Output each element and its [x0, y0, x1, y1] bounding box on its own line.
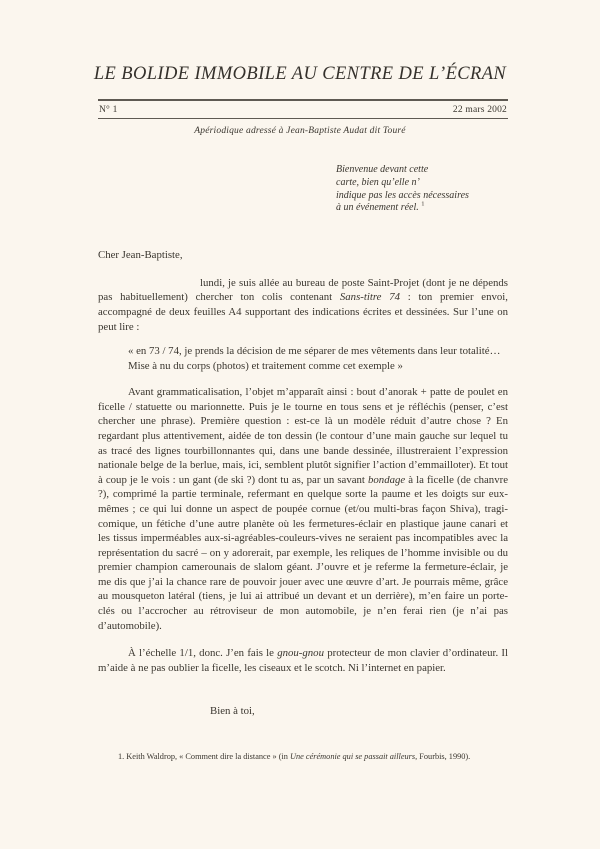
page-title: LE BOLIDE IMMOBILE AU CENTRE DE L’ÉCRAN: [93, 64, 507, 84]
quote-line: Mise à nu du corps (photos) et traitement comme cet exemple »: [128, 360, 403, 373]
masthead-rule-bottom: [98, 118, 508, 119]
masthead-row: [98, 101, 508, 118]
epigraph-line: à un événement réel. $^1$: [336, 201, 425, 214]
closing-salutation: Bien à toi,: [210, 705, 255, 718]
footnote-reference: 1: [421, 201, 425, 209]
salutation: Cher Jean-Baptiste,: [98, 249, 183, 262]
epigraph-line: carte, bien qu’elle n’: [336, 176, 420, 188]
footnote: 1. Keith Waldrop, « Comment dire la distance » (in Une cérémonie qui se passait ailleurs, Fourbis, 1990).: [118, 752, 471, 761]
paragraph-3: À l’échelle 1/1, donc. J’en fais le gnou-gnou protecteur de mon clavier d’ordinateur. Il m’aide à ne pas oublier la ficelle, les ciseaux et le scotch. Ni l’internet en papier.: [98, 647, 508, 674]
issue-date: 22 mars 2002: [452, 105, 507, 115]
quote-line: « en 73 / 74, je prends la décision de me séparer de mes vêtements dans leur totalité…: [128, 345, 501, 358]
masthead-rules: [98, 99, 508, 119]
paragraph-1: lundi, je suis allée au bureau de poste Saint-Projet (dont je ne dépends pas habituellement) chercher ton colis contenant Sans-titre 74 : ton premier envoi, accompagné de deux feuilles A4 supportant des indications écrites et dessinées. Sur l’une on peut lire :: [98, 276, 508, 333]
quote-block: [128, 344, 508, 374]
epigraph-line: Bienvenue devant cette: [336, 164, 429, 175]
epigraph-line: indique pas les accès nécessaires: [336, 189, 469, 201]
paragraph-2: Avant grammaticalisation, l’objet m’apparaît ainsi : bout d’anorak + patte de poulet en ficelle / statuette ou marionnette. Puis je le tourne en tous sens et je réfléchis (penser, c’est chercher une phrase). Première question : est-ce là un modèle réduit d’autre chose ? En regardant plus attentivement, aidée de ton dessin (le contour d’une main gauche sur lequel tu as tracé des lignes tourbillonnantes qui, dans une bande dessinée, illustreraient l’expression nationale belge de la berlue, mais, ici, semblent plutôt signifier l’action d’emmailloter). Et tout à coup je le vois : un gant (de ski ?) dont tu as, par un savant bondage à la ficelle (de chanvre ?), comprimé la partie terminale, refermant en quelque sorte la paume et les doigts sur eux-mêmes ; ce qui lui donne un aspect de poupée cornue (et/ou multi-bras façon Shiva), tragi-comique, un fétiche d’une autre planète où les fermetures-éclair en plastique jaune canari et les tissus imperméables aux-si-agréables-couleurs-vives ne seraient pas incompatibles avec la représentation du sacré – on y adorerait, par exemple, les reliques de l’homme invisible ou du premier champion camerounais de slalom géant. J’ouvre et je referme la fermeture-éclair, je me dis que j’ai la chance rare de pouvoir jouer avec une œuvre d’art. Je pourrais même, grâce au mousqueton latéral (tiens, je lui ai attribué un devant et un derrière), m’en faire un porte-clés ou l’accrocher au rétroviseur de mon automobile, je n’en ferai rien (je n’ai pas d’automobile).: [98, 386, 508, 632]
masthead-subtitle: Apériodique adressé à Jean-Baptiste Audat dit Touré: [194, 126, 406, 136]
epigraph: [336, 164, 508, 215]
letter-body: [98, 164, 508, 719]
issue-number: N° 1: [99, 105, 118, 115]
